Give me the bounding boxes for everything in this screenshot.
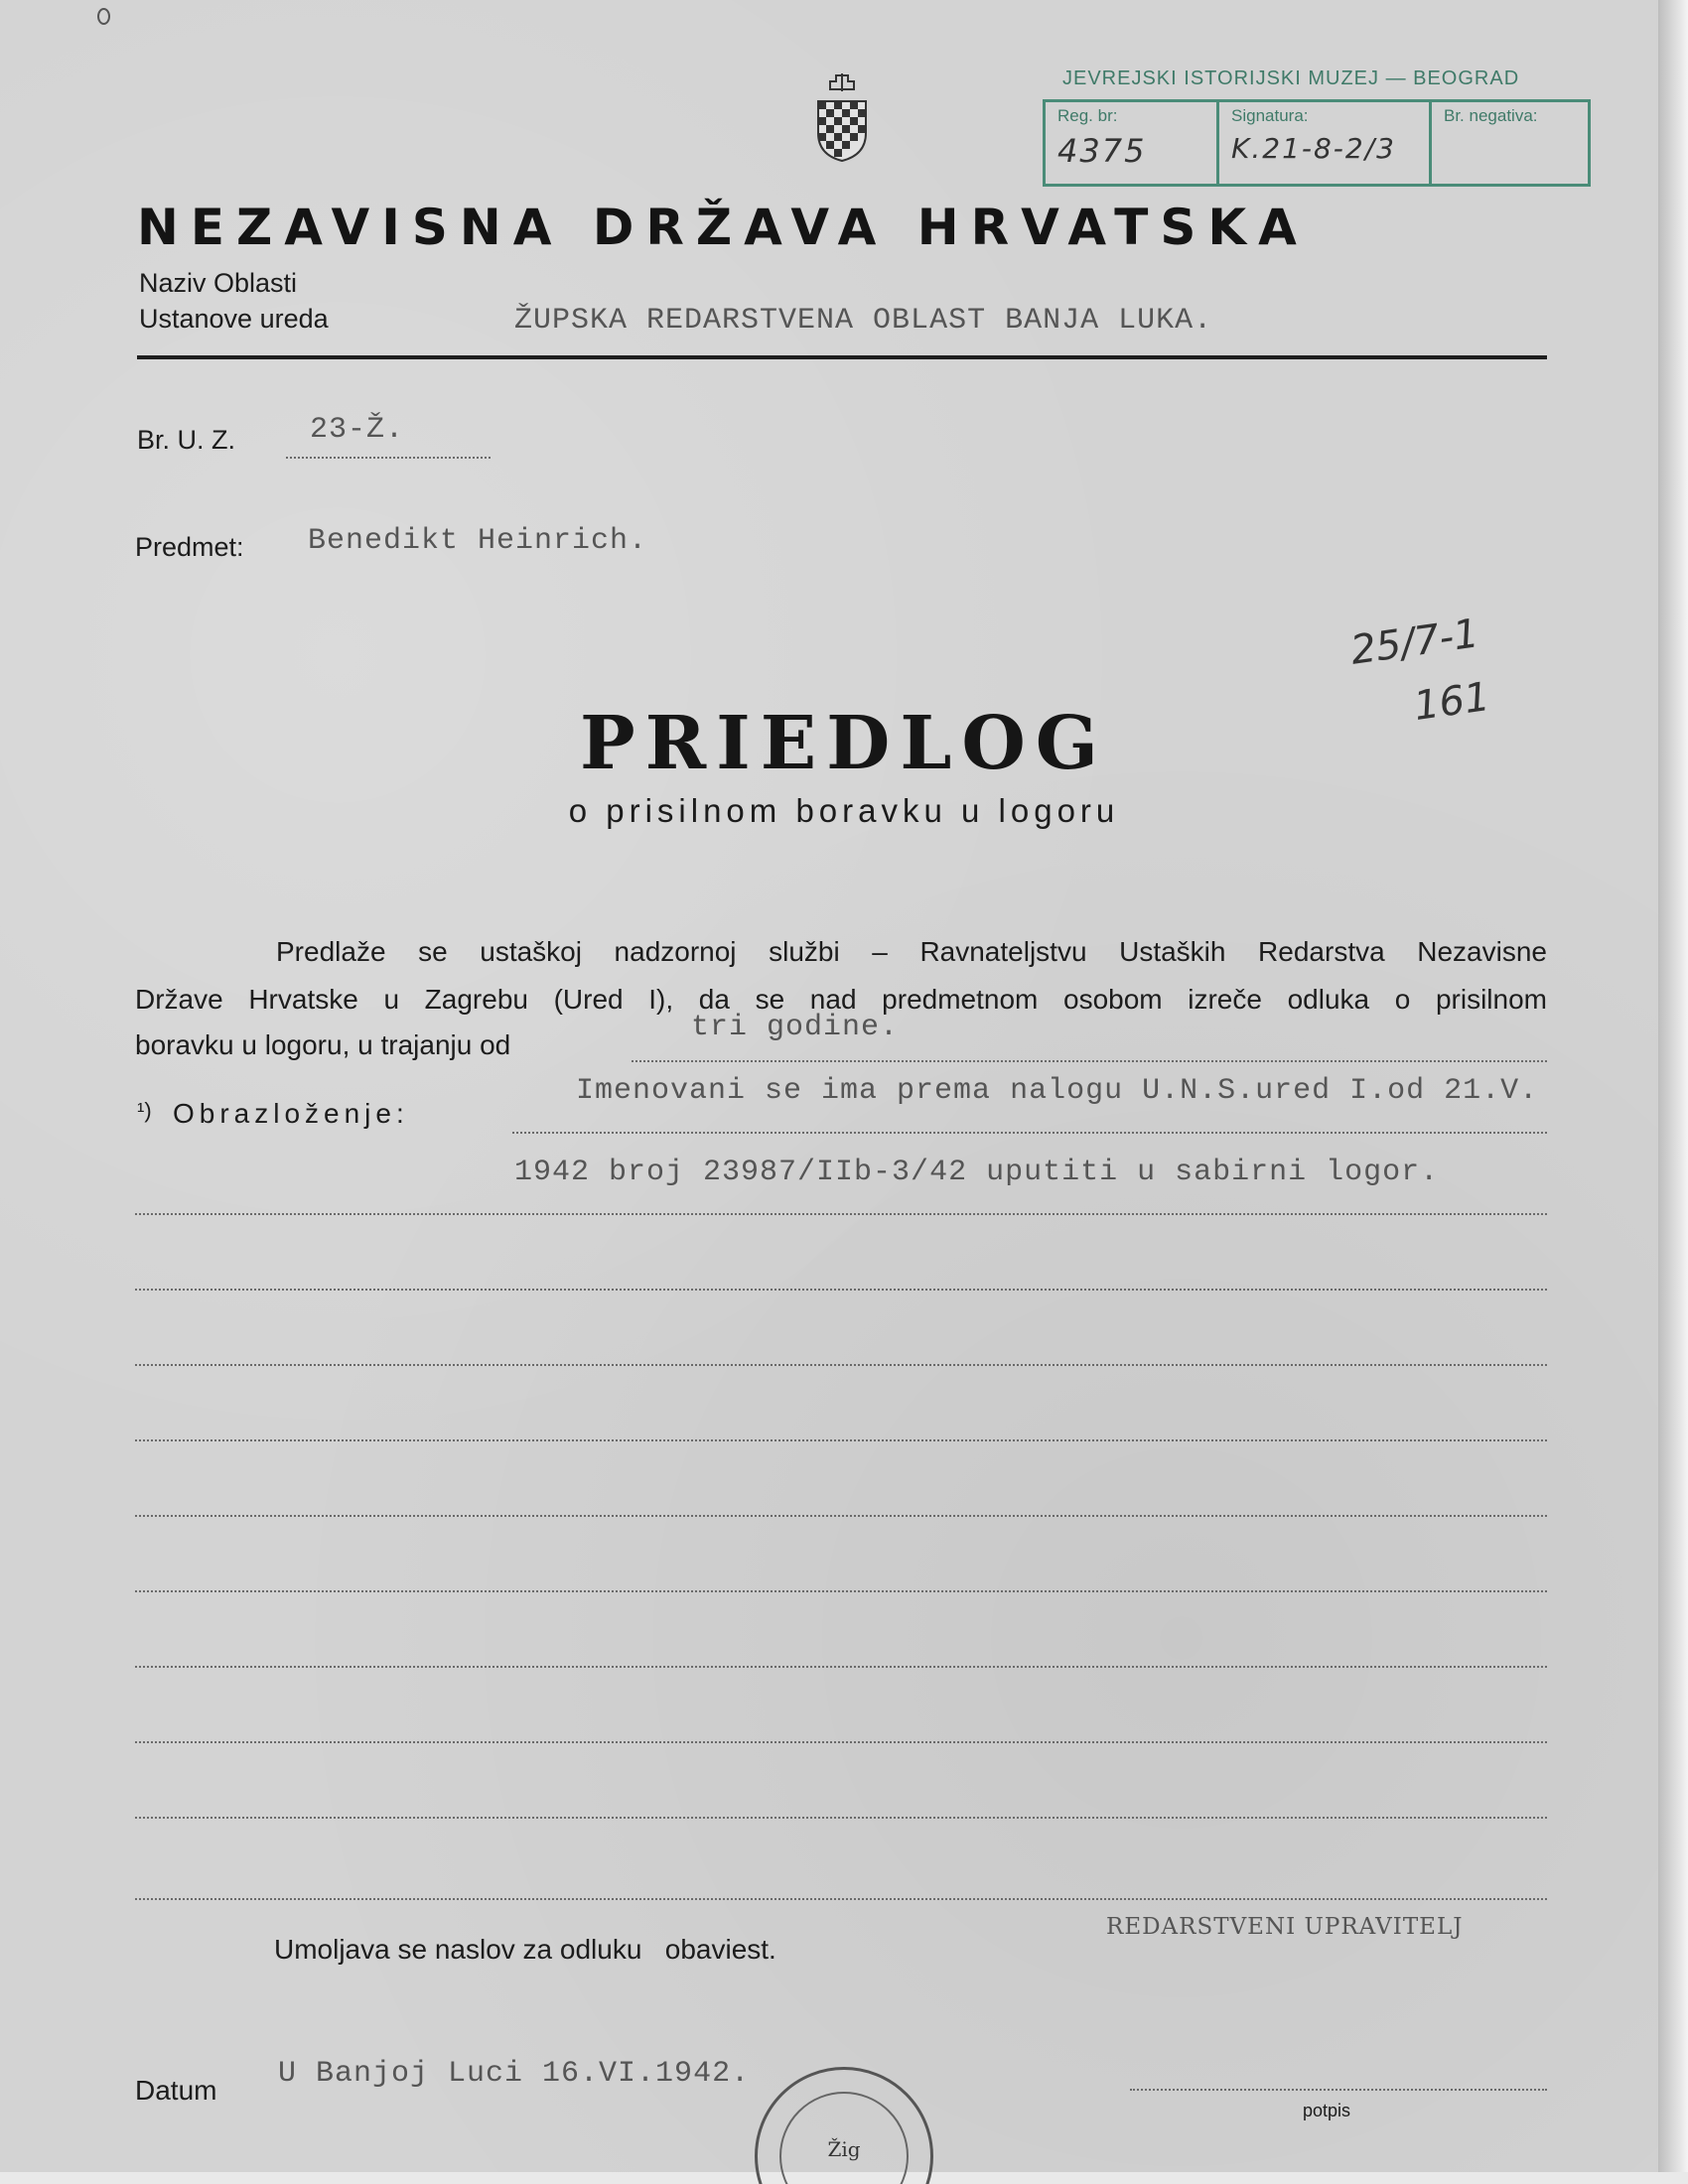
document-title: PRIEDLOG	[579, 701, 1109, 786]
ruled-line	[135, 1364, 1547, 1366]
stamp-negativ-cell	[1429, 102, 1588, 184]
obrazlozenje-rule-1	[512, 1132, 1547, 1134]
stamp-reg-label: Reg. br:	[1057, 106, 1118, 125]
stamp-reg-value: 4375	[1057, 132, 1147, 170]
stamp-negativ-label: Br. negativa:	[1444, 106, 1538, 125]
office-name: ŽUPSKA REDARSTVENA OBLAST BANJA LUKA.	[514, 304, 1213, 338]
potpis-label: potpis	[1303, 2101, 1351, 2120]
bruz-value: 23-Ž.	[310, 413, 405, 447]
ruled-line	[135, 1590, 1547, 1592]
punch-hole	[97, 8, 110, 25]
stamp-reg-cell	[1046, 102, 1216, 184]
ruled-line	[135, 1817, 1547, 1819]
ruled-line	[135, 1289, 1547, 1291]
body-line-1: Predlaže se ustaškoj nadzornoj službi – Ravnateljstvu Ustaških Redarstva Nezavisne	[276, 936, 1547, 967]
duration-line	[632, 1060, 1547, 1062]
museum-stamp	[1033, 62, 1599, 191]
bruz-line	[286, 457, 491, 459]
signature-line	[1130, 2089, 1547, 2091]
stamp-title: JEVREJSKI ISTORIJSKI MUZEJ — BEOGRAD	[1062, 68, 1520, 89]
stamp-signatura-value: K.21-8-2/3	[1231, 132, 1396, 165]
header-rule	[137, 355, 1547, 359]
seal-label: Žig	[827, 2137, 861, 2161]
handwritten-reference-2: 161	[1411, 673, 1493, 731]
datum-value: U Banjoj Luci 16.VI.1942.	[278, 2057, 751, 2091]
obrazlozenje-label: Obrazloženje:	[173, 1098, 409, 1129]
naziv-oblasti-label: Naziv Oblasti	[139, 268, 298, 298]
coat-of-arms-icon	[814, 71, 870, 163]
stamp-signatura-cell	[1216, 102, 1429, 184]
stamp-box	[1043, 99, 1591, 187]
body-line-3: boravku u logoru, u trajanju od	[135, 1029, 511, 1060]
bruz-label: Br. U. Z.	[137, 425, 236, 455]
ruled-line	[135, 1213, 1547, 1215]
predmet-value: Benedikt Heinrich.	[308, 524, 648, 558]
ruled-line	[135, 1898, 1547, 1900]
ruled-line	[135, 1666, 1547, 1668]
official-title-stamp: REDARSTVENI UPRAVITELJ	[1106, 1914, 1464, 1940]
ruled-line	[135, 1515, 1547, 1517]
state-title: NEZAVISNA DRŽAVA HRVATSKA	[137, 199, 1309, 256]
datum-label: Datum	[135, 2075, 217, 2106]
umoljava-text: Umoljava se naslov za odluku obaviest.	[274, 1934, 776, 1965]
predmet-label: Predmet:	[135, 532, 244, 562]
obrazlozenje-line-1: Imenovani se ima prema nalogu U.N.S.ured I.od 21.V.	[576, 1074, 1539, 1108]
ruled-line	[135, 1439, 1547, 1441]
ruled-line	[135, 1741, 1547, 1743]
office-seal	[755, 2067, 933, 2184]
page-edge-shadow	[1658, 0, 1688, 2184]
document-subtitle: o prisilnom boravku u logoru	[568, 792, 1120, 829]
obrazlozenje-line-2: 1942 broj 23987/IIb-3/42 uputiti u sabirni logor.	[514, 1156, 1440, 1189]
body-line-2: Države Hrvatske u Zagrebu (Ured I), da se nad predmetnom osobom izreče odluka o prisilnom	[135, 984, 1547, 1015]
duration-value: tri godine.	[691, 1011, 900, 1044]
stamp-signatura-label: Signatura:	[1231, 106, 1309, 125]
handwritten-reference-1: 25/7-1	[1347, 611, 1482, 674]
ustanove-ureda-label: Ustanove ureda	[139, 304, 329, 334]
footnote-marker: ¹)	[137, 1098, 152, 1123]
